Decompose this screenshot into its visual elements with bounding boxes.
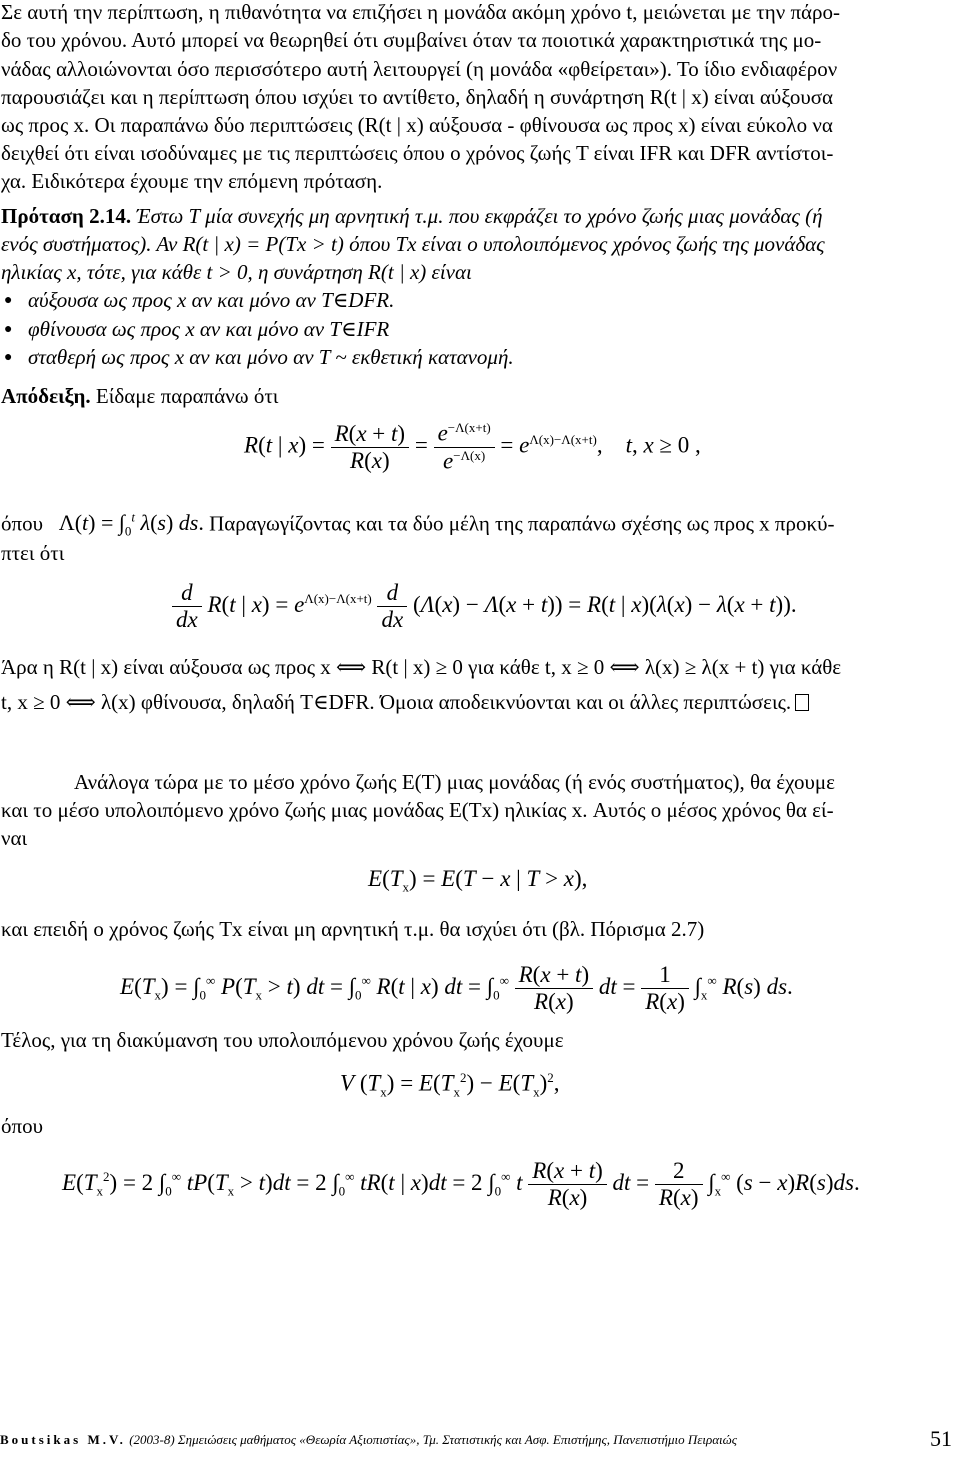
para1-line-5: ως προς x. Οι παραπάνω δύο περιπτώσεις (R(t | x) αύξουσα - φθίνουσα ως προς x) είναι εύκολο να: [1, 113, 833, 137]
bullet-dot-2: ●: [4, 322, 13, 337]
mean-line-1: Ανάλογα τώρα με το μέσο χρόνο ζωής E(T) μιας μονάδας (ή ενός συστήματος), θα έχουμε: [74, 770, 835, 794]
mean-line-6: όπου: [1, 1114, 43, 1138]
page-number: 51: [930, 1426, 952, 1451]
mean-line-3: ναι: [1, 826, 28, 850]
para1-line-6: δειχθεί ότι είναι ισοδύναμες με τις περιπτώσεις όπου ο χρόνος ζωής T είναι IFR και DFR αντίστοι-: [1, 141, 834, 165]
proposition-label: Πρόταση 2.14.: [1, 204, 132, 228]
bullet-dot-1: ●: [4, 293, 13, 308]
bullet-1: αύξουσα ως προς x αν και μόνο αν T∈DFR.: [28, 288, 395, 312]
conclusion-line-1: Άρα η R(t | x) είναι αύξουσα ως προς x ⟺ R(t | x) ≥ 0 για κάθε t, x ≥ 0 ⟺ λ(x) ≥ λ(x + t) για κάθε: [1, 655, 842, 679]
proof-intro: [1, 384, 278, 409]
proof-label: Απόδειξη.: [1, 384, 91, 408]
mean-line-4: και επειδή ο χρόνος ζωής Tx είναι μη αρνητική τ.μ. θα ισχύει ότι (βλ. Πόρισμα 2.7): [1, 917, 705, 941]
equation-variance: V $(T_x) = E(T_x^2) - E(T_x)^2$,: [340, 1070, 560, 1100]
proposition-line-1: Έστω T μία συνεχής μη αρνητική τ.μ. που εκφράζει το χρόνο ζωής μιας μονάδας (ή: [136, 204, 823, 228]
mean-line-5: Τέλος, για τη διακύμανση του υπολοιπόμενου χρόνου ζωής έχουμε: [1, 1028, 564, 1052]
para1-line-4: παρουσιάζει και η περίπτωση όπου ισχύει το αντίθετο, δηλαδή η συνάρτηση R(t | x) είναι αύξουσα: [1, 85, 834, 109]
para1-line-2: δο του χρόνου. Αυτό μπορεί να θεωρηθεί ότι συμβαίνει όταν τα ποιοτικά χαρακτηριστικά της μο-: [1, 28, 822, 52]
where-text: Παραγωγίζοντας και τα δύο μέλη της παραπάνω σχέσης ως προς x προκύ-: [209, 511, 835, 536]
equation-derivative: $\frac{d}{dx}$ R(t | $x) = e^{\Lambda(x)-\Lambda(x+t)}$ $\frac{d}{dx}$ (Λ(x) − Λ(x + t)) = R(t | x)(λ(x) − λ(x + t)).: [172, 580, 797, 633]
para1-line-1: Σε αυτή την περίπτωση, η πιθανότητα να επιζήσει η μονάδα ακόμη χρόνο t, μειώνεται με την πάρο-: [1, 0, 841, 24]
proposition: [1, 204, 823, 229]
footer-author: Boutsikas M.V.: [0, 1432, 126, 1447]
footer-text: (2003-8) Σημειώσεις μαθήματος «Θεωρία Αξιοπιστίας», Τμ. Στατιστικής και Ασφ. Επιστήμης, Πανεπιστήμιο Πειραιώς: [129, 1432, 737, 1447]
proposition-line-3: ηλικίας x, τότε, για κάθε t > 0, η συνάρτηση R(t | x) είναι: [1, 260, 472, 284]
equation-survival-ratio: R(t | x) = $\frac{R(x + t)}{R(x)}$ = $\frac{e^{-\Lambda(x+t)}}{e^{-\Lambda(x)}}$ = $e^{\Lambda(x)-\Lambda(x+t)}$, t, x ≥ 0 ,: [244, 420, 701, 474]
bullet-2: φθίνουσα ως προς x αν και μόνο αν T∈IFR: [28, 317, 390, 341]
bullet-3: σταθερή ως προς x αν και μόνο αν T ~ εκθετική κατανομή.: [28, 345, 514, 369]
where-prefix: όπου: [1, 511, 43, 536]
qed-box: [795, 694, 809, 711]
page-footer: [0, 1426, 960, 1451]
equation-second-moment: $E(T_x^2) = 2$ $\int_0^\infty$ $tP(T_x > t)dt = 2$ $\int_0^\infty$ tR(t | x)dt = 2 $\int_0^\infty$ t $\frac{R(x + t)}{R(x)}$ dt = $\frac{2}{R(x)}$ $\int_x^\infty$ (s − x)R(s)ds.: [62, 1158, 860, 1210]
proof-intro-text: Είδαμε παραπάνω ότι: [95, 384, 279, 408]
equation-mean-residual: $E(T_x) = E(T - x$ | T > x),: [368, 866, 588, 895]
bullet-dot-3: ●: [4, 350, 13, 365]
where-cont: πτει ότι: [1, 541, 65, 565]
equation-mean-integral: $E(T_x) = \int_0^\infty$ $P(T_x > t)$ dt = $\int_0^\infty$ R(t | x) dt = $\int_0^\infty$ $\frac{R(x + t)}{R(x)}$ dt = $\frac{1}{R(x)}$ $\int_x^\infty$ R(s) ds.: [120, 962, 793, 1014]
where-line: όπου $\Lambda(t) = \int_0^t$ λ(s) ds. Παραγωγίζοντας και τα δύο μέλη της παραπάνω σχέσης ως προς x προκύ-: [1, 510, 835, 539]
para1-line-7: χα. Ειδικότερα έχουμε την επόμενη πρόταση.: [1, 169, 383, 193]
mean-line-2: και το μέσο υπολοιπόμενο χρόνο ζωής μιας μονάδας E(Tx) ηλικίας x. Αυτός ο μέσος χρόνος θα εί-: [1, 798, 834, 822]
conclusion-line-2: t, x ≥ 0 ⟺ λ(x) φθίνουσα, δηλαδή T∈DFR. Όμοια αποδεικνύονται και οι άλλες περιπτώσεις.: [1, 690, 809, 715]
proposition-line-2: ενός συστήματος). Αν R(t | x) = P(Tx > t) όπου Tx είναι ο υπολοιπόμενος χρόνος ζωής της μονάδας: [1, 232, 825, 256]
para1-line-3: νάδας αλλοιώνονται όσο περισσότερο αυτή λειτουργεί (η μονάδα «φθείρεται»). Το ίδιο ενδιαφέρον: [1, 57, 838, 81]
